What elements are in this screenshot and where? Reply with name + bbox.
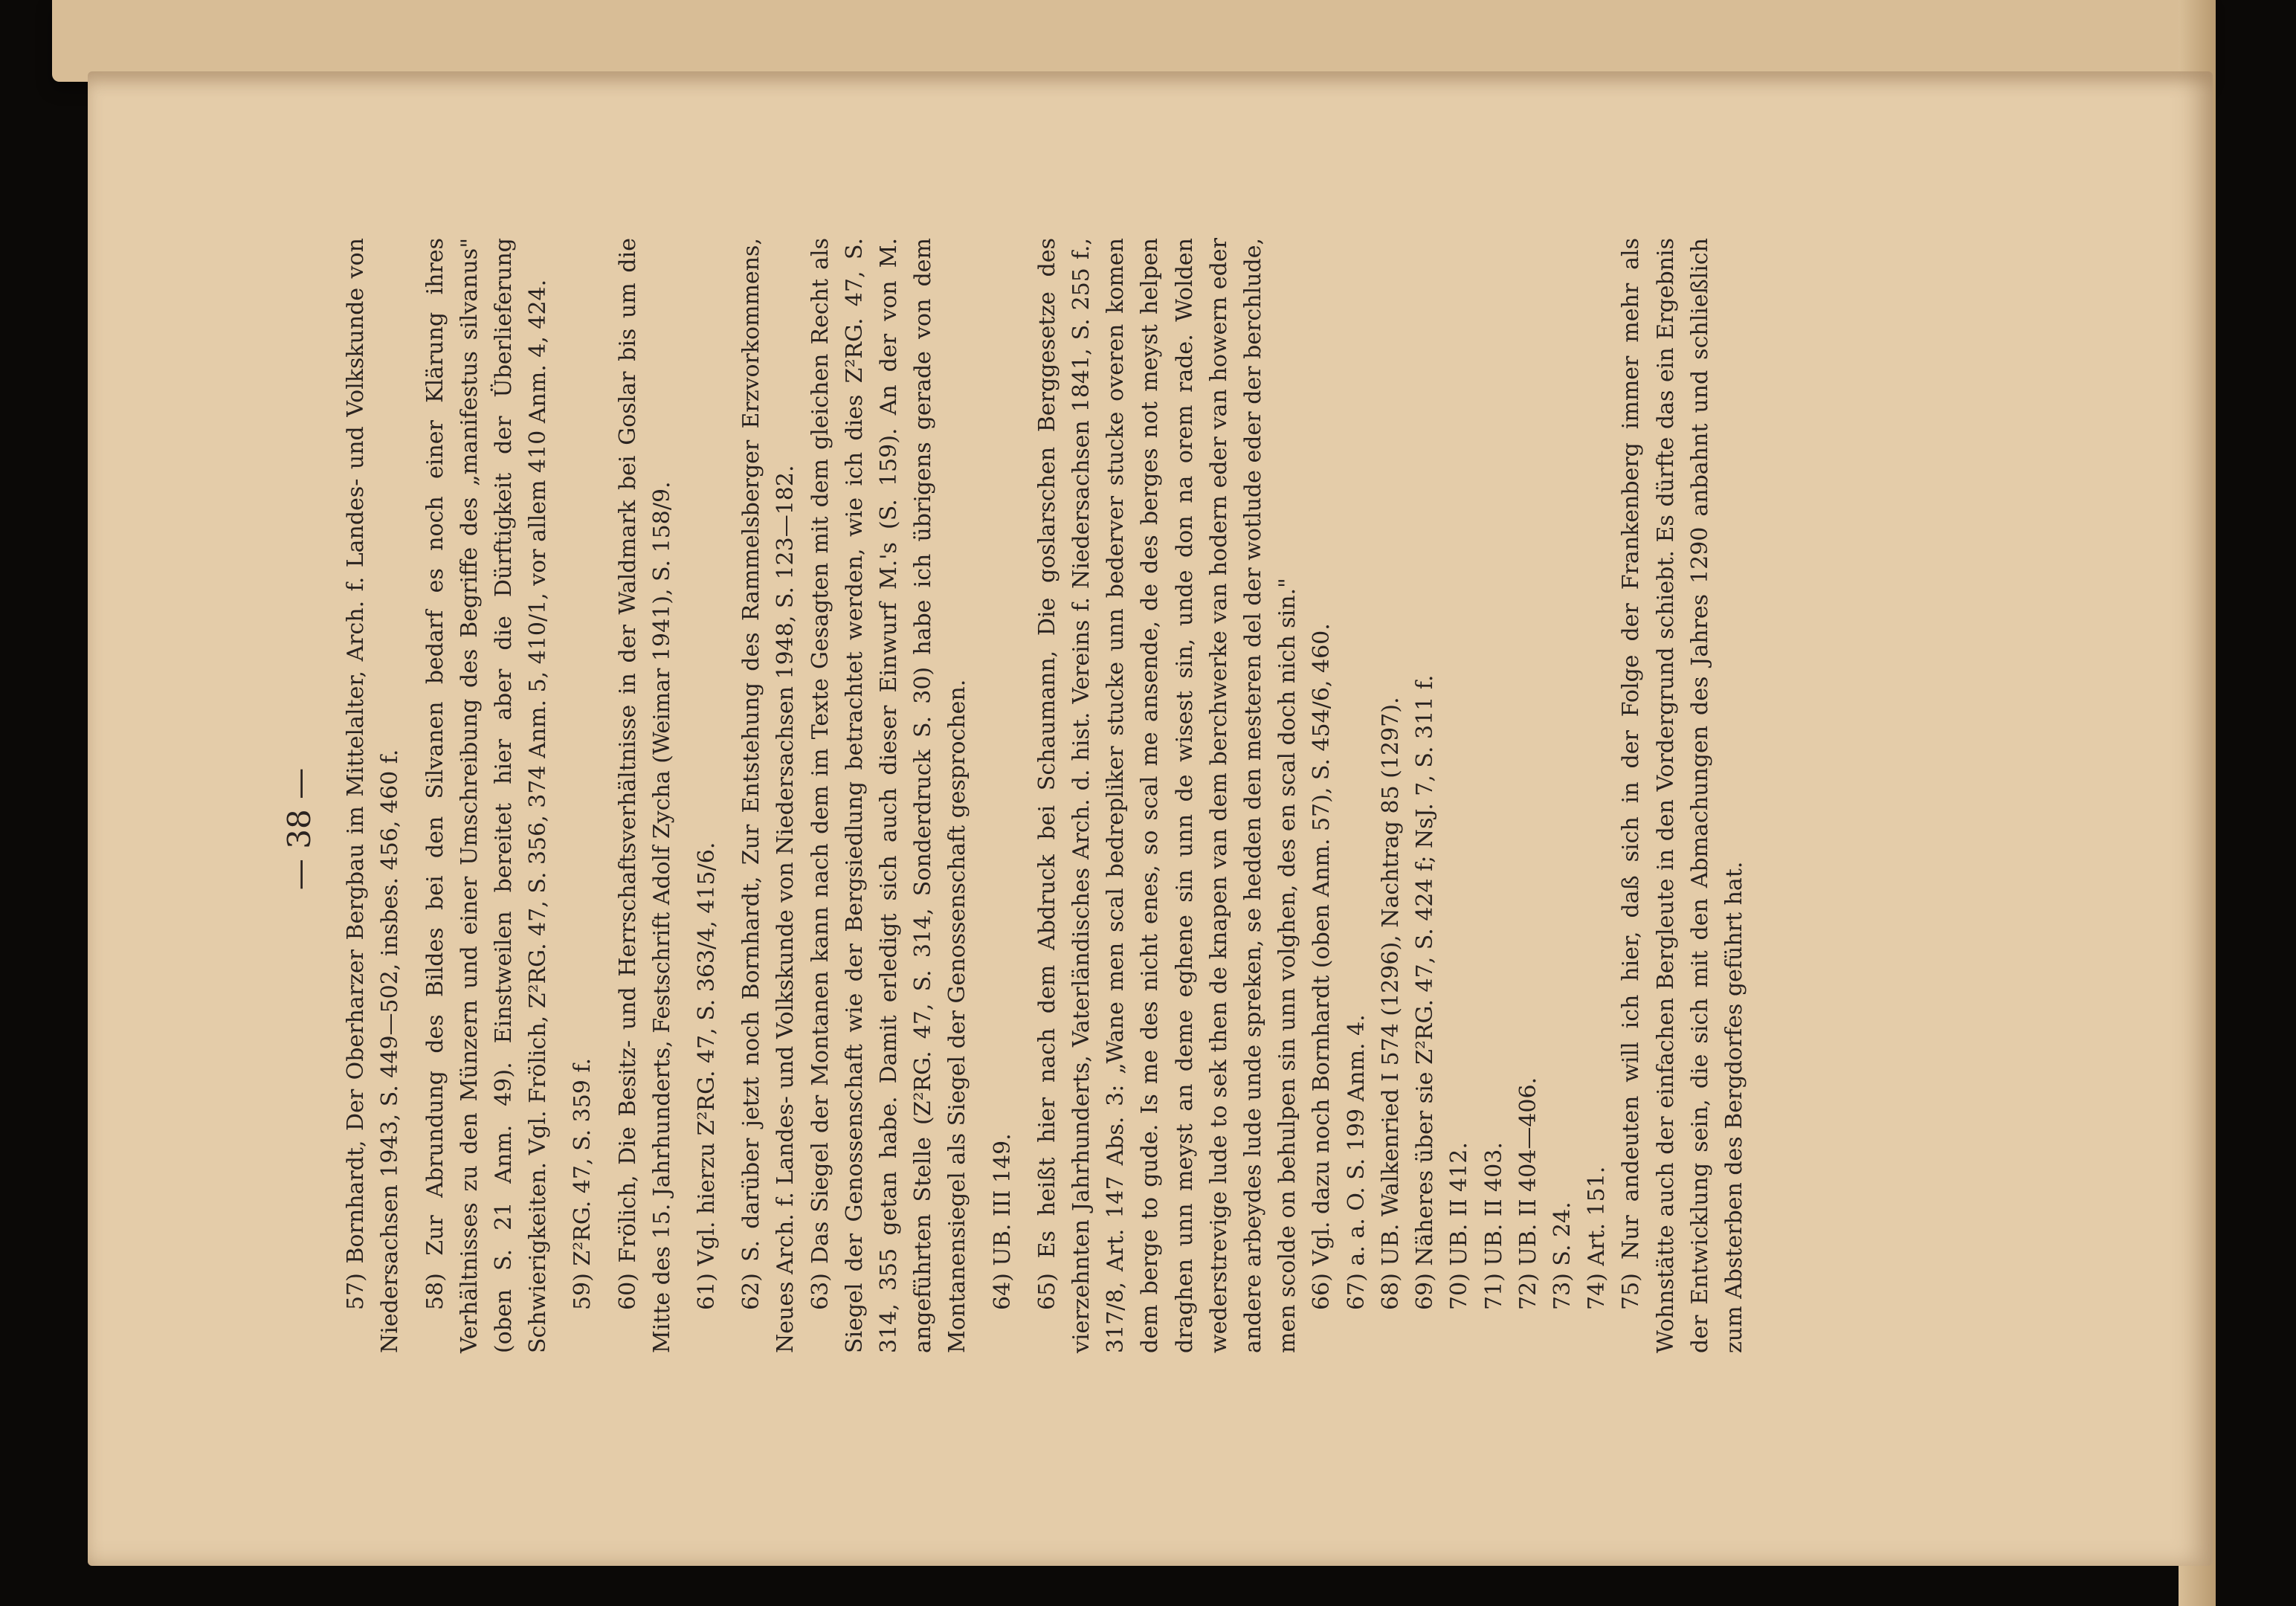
footnote-60: 60) Frölich, Die Besitz- und Herrschaftsverhältnisse in der Waldmark bei Goslar bis um die Mitte des 15. Jahrhunderts, Festschrift Adolf Zycha (Weimar 1941), S. 158/9. [614,238,675,1353]
footnote-64: 64) UB. III 149. [989,1133,1016,1310]
footnote-65: 65) Es heißt hier nach dem Abdruck bei Schaumann, Die goslarschen Berggesetze des vierzehnten Jahrhunderts, Vaterländisches Arch. d. hist. Vereins f. Niedersachsen 1841, S. 255 f., 317/8, Art. 147 Abs. 3: „Wane men scal bedrepliker stucke unn bederver stucke overen komen dem berge to gude. Is me des nicht enes, so scal me ansende, de des berges not meyst helpen draghen unn meyst an deme eghene sin unn de wisest sin, unde don na orem rade. Wolden wederstrevige lude to sek then de knapen van dem berchwerke van hodern eder van howern eder andere arbeydes lude unde spreken, se hedden den mesteren del der wotlude eder der berchlude, men scolde on behulpen sin unn volghen, des en scal doch nich sin." [1033,238,1301,1353]
footnote-71: 71) UB. II 403. [1480,1142,1507,1310]
page-top-edge [52,0,2208,82]
footnote-63: 63) Das Siegel der Montanen kann nach dem im Texte Gesagten mit dem gleichen Recht als Siegel der Genossenschaft wie der Bergsiedlung betrachtet werden, wie ich dies Z²RG. 47, S. 314, 355 getan habe. Damit erledigt sich auch dieser Einwurf M.'s (S. 159). An der von M. angeführten Stelle (Z²RG. 47, S. 314, Sonderdruck S. 30) habe ich übrigens gerade von dem Montanensiegel als Siegel der Genossenschaft gesprochen. [807,238,971,1353]
page-number: — 38 — [281,767,317,891]
footnote-69: 69) Näheres über sie Z²RG. 47, S. 424 f; NsJ. 7, S. 311 f. [1412,674,1439,1310]
footnote-67: 67) a. a. O. S. 199 Anm. 4. [1343,1014,1370,1310]
footnote-68: 68) UB. Walkenried I 574 (1296), Nachtrag 85 (1297). [1377,697,1404,1310]
footnote-62: 62) S. darüber jetzt noch Bornhardt, Zur Entstehung des Rammelsberger Erzvorkommens, Neues Arch. f. Landes- und Volkskunde von Niedersachsen 1948, S. 123—182. [738,238,799,1353]
footnote-58: 58) Zur Abrundung des Bildes bei den Silvanen bedarf es noch einer Klärung ihres Verhältnisses zu den Münzern und einer Umschreibung des Begriffe des „manifestus silvanus" (oben S. 21 Anm. 49). Einstweilen bereitet hier aber die Dürftigkeit der Überlieferung Schwierigkeiten. Vgl. Frölich, Z²RG. 47, S. 356, 374 Anm. 5, 410/1, vor allem 410 Anm. 4, 424. [422,238,552,1353]
footnote-75: 75) Nur andeuten will ich hier, daß sich in der Folge der Frankenberg immer mehr als Wohnstätte auch der einfachen Bergleute in den Vordergrund schiebt. Es dürfte das ein Ergebnis der Entwicklung sein, die sich mit den Abmachungen des Jahres 1290 anbahnt und schließlich zum Absterben des Bergdorfes geführt hat. [1618,238,1747,1353]
footnote-66: 66) Vgl. dazu noch Bornhardt (oben Anm. 57), S. 454/6, 460. [1309,623,1335,1310]
rotated-text-block [283,238,1752,1353]
footnote-73: 73) S. 24. [1549,1202,1576,1310]
footnote-72: 72) UB. II 404—406. [1515,1077,1541,1310]
footnote-70: 70) UB. II 412. [1446,1142,1473,1310]
footnote-57: 57) Bornhardt, Der Oberharzer Bergbau im Mittelalter, Arch. f. Landes- und Volkskunde von Niedersachsen 1943, S. 449—502, insbes. 456, 460 f. [343,238,404,1353]
footnote-59: 59) Z²RG. 47, S. 359 f. [570,1057,596,1310]
footnote-61: 61) Vgl. hierzu Z²RG. 47, S. 363/4, 415/6. [694,842,720,1310]
footnote-74: 74) Art. 151. [1584,1166,1610,1310]
